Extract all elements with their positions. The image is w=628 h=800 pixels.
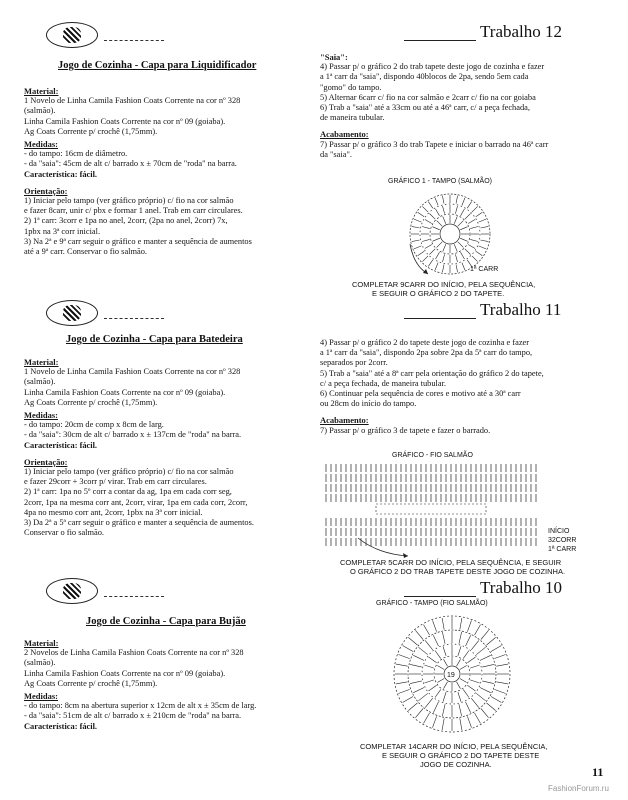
- stitch-mark: [432, 238, 439, 241]
- material-line: Linha Camila Fashion Coats Corrente na cor nº 09 (goiaba).: [24, 387, 226, 397]
- stitch-mark: [444, 682, 448, 689]
- stitch-mark: [425, 640, 433, 649]
- step-line: 3) Da 2ª a 5ª carr seguir o gráfico e manter a sequência de aumentos.: [24, 518, 254, 528]
- stitch-mark: [460, 666, 467, 670]
- step-line: 4) Passar p/ o gráfico 2 do tapete deste jogo de cozinha e fazer: [320, 338, 530, 347]
- stitch-mark: [437, 679, 444, 683]
- chart-caption: E SEGUIR O GRÁFICO 2 DO TAPETE DESTE: [382, 751, 540, 760]
- stitch-mark: [428, 260, 433, 267]
- stitch-mark: [418, 693, 427, 701]
- stitch-mark: [465, 214, 471, 220]
- chart-label-first-round: 1ª CARR: [548, 546, 577, 553]
- stitch-mark: [433, 716, 437, 727]
- section-10-left-column: [24, 636, 324, 732]
- stitch-mark: [425, 245, 432, 249]
- chart-caption: E SEGUIR O GRÁFICO 2 DO TAPETE.: [372, 289, 505, 298]
- stitch-mark: [410, 664, 422, 667]
- stitch-mark: [460, 679, 467, 683]
- material-line: 1 Novelo de Linha Camila Fashion Coats Corrente na cor nº 328: [24, 96, 241, 106]
- stitch-mark: [480, 240, 488, 242]
- stitch-mark: [443, 692, 446, 702]
- material-line: Ag Coats Corrente p/ crochê (1,75mm).: [24, 397, 158, 407]
- stitch-mark: [435, 198, 438, 205]
- stitch-mark: [422, 256, 428, 262]
- step-line: 2) 1ª carr: 3corr e 1pa no anel, 2corr, (2pa no anel, 2corr) 7x,: [24, 216, 228, 226]
- step-line: e fazer 8carr, unir c/ pbx e formar 1 anel. Trab em carr circulares.: [24, 206, 243, 216]
- stitch-mark: [435, 651, 441, 659]
- step-line: 4) Passar p/ o gráfico 2 do trab tapete deste jogo de cozinha e fazer: [320, 62, 545, 72]
- material-line: Ag Coats Corrente p/ crochê (1,75mm).: [24, 678, 158, 688]
- step-line: 5) Trab a "saia" até a 8ª carr pela orientação do gráfico 2 do tapete,: [320, 368, 544, 378]
- measure-line: - da "saia": 30cm de alt c/ barrado x ± 137cm de "roda" na barra.: [24, 430, 242, 440]
- step-line: 7) Passar p/ o gráfico 3 de tapete e fazer o barrado.: [320, 425, 491, 435]
- stitch-mark: [468, 245, 475, 249]
- characteristic: Característica: fácil.: [24, 169, 98, 179]
- stitch-mark: [454, 216, 457, 223]
- stitch-mark: [463, 689, 469, 697]
- chart-label-start: INÍCIO: [548, 528, 570, 535]
- stitch-mark: [479, 246, 486, 249]
- step-line: "gomo" do tampo.: [320, 82, 382, 92]
- stitch-mark: [480, 226, 488, 228]
- stitch-mark: [424, 665, 434, 668]
- step-line: 7) Passar p/ o gráfico 3 do trab Tapete e iniciar o barrado na 46ª carr: [320, 139, 549, 149]
- crochet-chart-oval-batedeira: [318, 460, 548, 560]
- material-line: 2 Novelos de Linha Camila Fashion Coats Corrente na cor nº 328: [24, 648, 244, 658]
- stitch-mark: [487, 703, 496, 711]
- material-line: Ag Coats Corrente p/ crochê (1,75mm).: [24, 126, 158, 136]
- stitch-mark: [471, 698, 479, 707]
- stitch-mark: [496, 664, 508, 666]
- stitch-mark: [481, 630, 489, 639]
- stitch-mark: [480, 655, 491, 660]
- stitch-mark: [457, 682, 461, 689]
- header-rule: [404, 40, 476, 41]
- medidas-heading: Medidas:: [24, 410, 58, 421]
- material-line: 1 Novelo de Linha Camila Fashion Coats Corrente na cor nº 328: [24, 367, 241, 377]
- stitch-mark: [418, 251, 425, 256]
- stitch-mark: [458, 692, 461, 702]
- stitch-mark: [412, 226, 420, 228]
- stitch-mark: [435, 263, 438, 270]
- stitch-mark: [491, 697, 501, 703]
- stitch-mark: [443, 254, 445, 262]
- chart-center-number: 19: [447, 672, 455, 679]
- stitch-mark: [494, 655, 505, 659]
- stitch-mark: [494, 689, 505, 693]
- chart-caption: COMPLETAR 5CARR DO INÍCIO, PELA SEQUÊNCIA, E SEGUIR: [340, 558, 562, 567]
- stitch-mark: [435, 689, 441, 697]
- step-line: 4pa no mesmo corr ant, 2corr, 1pbx na 3ª corr inicial.: [24, 507, 203, 517]
- heading-trabalho-10: Trabalho 10: [480, 578, 563, 597]
- chart-caption: O GRÁFICO 2 DO TRAB TAPETE DESTE JOGO DE COZINHA.: [350, 567, 566, 576]
- medidas-heading: Medidas:: [24, 139, 58, 150]
- step-line: a 1ª carr da "saia", dispondo 40blocos de 2pa, sendo 5em cada: [320, 72, 529, 82]
- stitch-mark: [491, 646, 501, 652]
- stitch-mark: [462, 263, 465, 270]
- stitch-mark: [415, 709, 423, 718]
- stitch-mark: [472, 206, 478, 212]
- stitch-mark: [467, 620, 471, 631]
- section-title-bujao: Jogo de Cozinha - Capa para Bujão: [86, 616, 246, 627]
- step-line: da "saia".: [320, 149, 352, 159]
- stitch-mark: [437, 242, 443, 248]
- stitch-mark: [466, 702, 471, 713]
- stitch-mark: [479, 219, 486, 222]
- stitch-mark: [432, 227, 439, 230]
- measure-line: - do tampo: 20cm de comp x 8cm de larg.: [24, 420, 164, 430]
- stitch-mark: [437, 666, 444, 670]
- stitch-mark: [476, 212, 483, 217]
- stitch-mark: [413, 655, 424, 660]
- stitch-mark: [456, 264, 458, 272]
- header-rule: [404, 596, 476, 597]
- stitch-mark: [403, 646, 413, 652]
- stitch-mark: [422, 206, 428, 212]
- stitch-mark: [412, 240, 420, 242]
- header-divider: [104, 318, 164, 319]
- stitch-mark: [430, 249, 436, 255]
- stitch-mark: [414, 246, 421, 249]
- stitch-mark: [443, 206, 445, 214]
- stitch-mark: [468, 220, 475, 224]
- step-line: a 1ª carr da "saia", dispondo 2pa sobre 2pa da 5ª carr do tampo,: [320, 348, 533, 358]
- stitch-mark: [487, 637, 496, 645]
- chart-caption: COMPLETAR 9CARR DO INÍCIO, PELA SEQUÊNCIA,: [352, 280, 536, 289]
- material-line: (salmão).: [24, 106, 56, 116]
- chart-title-liquidificador: GRÁFICO 1 - TAMPO (SALMÃO): [388, 178, 492, 185]
- stitch-mark: [471, 640, 479, 649]
- step-line: c/ a peça fechada, de maneira tubular.: [320, 378, 447, 388]
- header-divider: [104, 596, 164, 597]
- stitch-mark: [443, 244, 446, 251]
- step-line: 6) Continuar pela sequência de cores e motivo até a 30ª carr: [320, 389, 521, 399]
- measure-line: - do tampo: 8cm na abertura superior x 12cm de alt x ± 35cm de larg.: [24, 701, 257, 711]
- stitch-mark: [461, 209, 465, 216]
- chart-caption: COMPLETAR 14CARR DO INÍCIO, PELA SEQUÊNCIA,: [360, 742, 548, 751]
- measure-line: - da "saia": 45cm de alt c/ barrado x ± 70cm de "roda" na barra.: [24, 159, 237, 169]
- stitch-mark: [418, 647, 427, 655]
- chart-title-bujao: GRÁFICO - TAMPO (FIO SALMÃO): [376, 600, 488, 607]
- stitch-mark: [482, 681, 494, 684]
- step-line: separados por 2corr.: [320, 358, 388, 368]
- stitch-mark: [442, 264, 444, 272]
- step-line: 5) Alternar 6carr c/ fio na cor salmão e 2carr c/ fio na cor goiaba: [320, 92, 536, 102]
- material-line: (salmão).: [24, 658, 56, 668]
- stitch-mark: [476, 647, 485, 655]
- stitch-mark: [462, 198, 465, 205]
- stitch-mark: [433, 635, 438, 646]
- measure-line: - do tampo: 16cm de diâmetro.: [24, 149, 128, 159]
- material-line: Linha Camila Fashion Coats Corrente na cor nº 09 (goiaba).: [24, 668, 226, 678]
- stitch-mark: [472, 256, 478, 262]
- stitch-mark: [413, 688, 424, 693]
- stitch-mark: [459, 704, 462, 716]
- stitch-mark: [455, 254, 457, 262]
- chart-label-first-round: 1ª CARR: [470, 266, 499, 273]
- stitch-mark: [476, 693, 485, 701]
- stitch-mark: [456, 196, 458, 204]
- section-12-left-column: [24, 84, 309, 257]
- material-heading: Material:: [24, 638, 59, 648]
- chart-label-chain: 32CORR: [548, 537, 577, 544]
- characteristic: Característica: fácil.: [24, 721, 98, 731]
- stitch-mark: [470, 665, 480, 668]
- stitch-mark: [460, 227, 467, 230]
- stitch-mark: [442, 618, 444, 630]
- heading-trabalho-12: Trabalho 12: [480, 22, 563, 41]
- header-divider: [104, 40, 164, 41]
- stitch-mark: [458, 646, 461, 656]
- stitch-mark: [428, 202, 433, 209]
- stitch-mark: [437, 221, 443, 227]
- orientacao-heading: Orientação:: [24, 456, 68, 467]
- step-line: de maneira tubular.: [320, 113, 385, 123]
- measure-line: - da "saia": 51cm de alt c/ barrado x ± 210cm de "roda" na barra.: [24, 711, 242, 721]
- stitch-mark: [424, 713, 430, 723]
- stitch-mark: [465, 249, 471, 255]
- stitch-mark: [415, 630, 423, 639]
- stitch-mark: [480, 688, 491, 693]
- stitch-mark: [425, 698, 433, 707]
- section-11-right-column: [320, 338, 610, 436]
- stitch-mark: [458, 242, 464, 248]
- stitch-mark: [408, 637, 417, 645]
- stitch-mark: [422, 239, 430, 241]
- stitch-mark: [424, 625, 430, 635]
- stitch-mark: [482, 664, 494, 667]
- step-line: 1pbx na 3ª corr inicial.: [24, 226, 101, 236]
- stitch-mark: [436, 252, 440, 259]
- stitch-mark: [422, 227, 430, 229]
- chart-title-batedeira: GRÁFICO - FIO SALMÃO: [392, 452, 473, 459]
- stitch-mark: [443, 646, 446, 656]
- stitch-mark: [481, 709, 489, 718]
- stitch-mark: [459, 632, 462, 644]
- stitch-mark: [442, 196, 444, 204]
- stitch-mark: [475, 625, 481, 635]
- step-line: até a 9ª carr. Conservar o fio salmão.: [24, 247, 148, 257]
- stitch-mark: [429, 685, 437, 691]
- material-line: (salmão).: [24, 377, 56, 387]
- stitch-mark: [470, 239, 478, 241]
- stitch-mark: [470, 227, 478, 229]
- stitch-mark: [460, 618, 462, 630]
- step-line: e fazer 29corr + 3corr p/ virar. Trab em carr circulares.: [24, 477, 207, 487]
- stitch-mark: [398, 689, 409, 693]
- stitch-mark: [396, 664, 408, 666]
- crochet-logo-icon: [46, 300, 98, 326]
- crochet-logo-icon: [46, 22, 98, 48]
- stitch-mark: [454, 244, 457, 251]
- stitch-mark: [467, 202, 472, 209]
- stitch-mark: [457, 659, 461, 666]
- stitch-mark: [403, 697, 413, 703]
- material-line: Linha Camila Fashion Coats Corrente na cor nº 09 (goiaba).: [24, 116, 226, 126]
- stitch-mark: [460, 718, 462, 730]
- stitch-mark: [442, 632, 445, 644]
- stitch-mark: [475, 713, 481, 723]
- stitch-mark: [424, 680, 434, 683]
- stitch-mark: [466, 635, 471, 646]
- stitch-mark: [455, 206, 457, 214]
- characteristic: Característica: fácil.: [24, 440, 98, 450]
- step-line: 1) Iniciar pelo tampo (ver gráfico próprio) c/ fio na cor salmão: [24, 467, 234, 477]
- chart-caption: JOGO DE COZINHA.: [420, 760, 492, 769]
- step-line: 2corr, 1pa na mesma corr ant, 2corr, virar, 1pa em cada corr, 2corr,: [24, 497, 248, 507]
- step-line: ou 28cm do início do tampo.: [320, 399, 417, 409]
- stitch-mark: [476, 251, 483, 256]
- acabamento-heading: Acabamento:: [320, 129, 369, 140]
- stitch-mark: [496, 682, 508, 684]
- stitch-mark: [444, 659, 448, 666]
- header-rule: [404, 318, 476, 319]
- stitch-mark: [458, 221, 464, 227]
- stitch-mark: [430, 214, 436, 220]
- material-heading: Material:: [24, 357, 59, 367]
- stitch-mark: [418, 212, 425, 217]
- heading-trabalho-11: Trabalho 11: [480, 300, 562, 319]
- stitch-mark: [425, 220, 432, 224]
- stitch-mark: [396, 682, 408, 684]
- stitch-mark: [429, 657, 437, 663]
- stitch-mark: [414, 219, 421, 222]
- crochet-logo-icon: [46, 578, 98, 604]
- stitch-mark: [442, 718, 444, 730]
- stitch-mark: [467, 716, 471, 727]
- stitch-mark: [442, 704, 445, 716]
- stitch-mark: [467, 657, 475, 663]
- step-line: 6) Trab a "saia" até a 33cm ou até a 46ª carr, c/ a peça fechada,: [320, 103, 530, 113]
- stitch-mark: [463, 651, 469, 659]
- stitch-mark: [460, 238, 467, 241]
- orientacao-heading: Orientação:: [24, 185, 68, 196]
- stitch-mark: [433, 702, 438, 713]
- stitch-mark: [436, 209, 440, 216]
- material-heading: Material:: [24, 86, 59, 96]
- stitch-mark: [467, 685, 475, 691]
- stitch-mark: [398, 655, 409, 659]
- acabamento-heading: Acabamento:: [320, 415, 369, 426]
- stitch-mark: [433, 620, 437, 631]
- page-number: 11: [592, 765, 604, 779]
- stitch-mark: [470, 680, 480, 683]
- crochet-chart-round-bujao: [370, 608, 530, 738]
- section-title-batedeira: Jogo de Cozinha - Capa para Batedeira: [66, 334, 243, 345]
- stitch-mark: [410, 681, 422, 684]
- stitch-mark: [443, 216, 446, 223]
- stitch-mark: [408, 703, 417, 711]
- stitch-mark: [461, 252, 465, 259]
- step-line: Conservar o fio salmão.: [24, 528, 105, 538]
- step-line: 2) 1ª carr: 1pa no 5º corr a contar da ag, 1pa em cada corr seg,: [24, 487, 232, 497]
- section-title-liquidificador: Jogo de Cozinha - Capa para Liquidificador: [58, 60, 257, 71]
- step-line: 3) Na 2ª e 9ª carr seguir o gráfico e manter a sequência de aumentos: [24, 236, 252, 246]
- section-12-right-column: [320, 50, 610, 160]
- medidas-heading: Medidas:: [24, 691, 58, 702]
- step-line: 1) Iniciar pelo tampo (ver gráfico próprio) c/ fio na cor salmão: [24, 196, 234, 206]
- section-11-left-column: [24, 355, 314, 538]
- saia-heading: "Saia":: [320, 52, 348, 62]
- watermark: FashionForum.ru: [548, 784, 609, 793]
